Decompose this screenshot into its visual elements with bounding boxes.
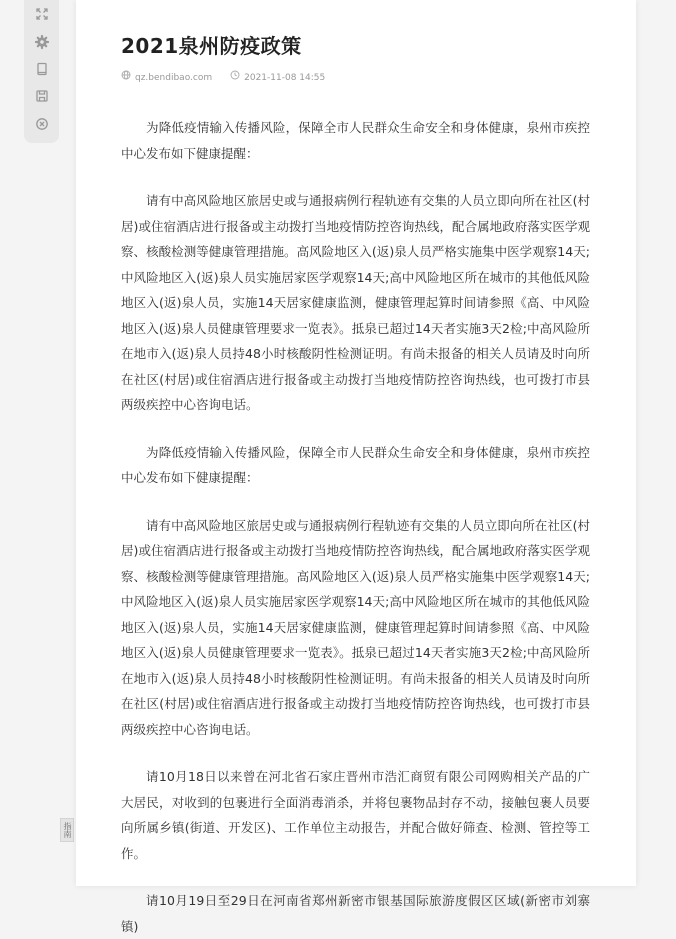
gear-icon bbox=[35, 34, 49, 53]
paragraph: 请有中高风险地区旅居史或与通报病例行程轨迹有交集的人员立即向所在社区(村居)或住宿酒店进行报备或主动拨打当地疫情防控咨询热线，配合属地政府落实医学观察、核酸检测等健康管理措施。高风险地区入(返)泉人员严格实施集中医学观察14天;中风险地区入(返)泉人员实施居家医学观察14天;高中风险地区所在城市的其他低风险地区入(返)泉人员，实施14天居家健康监测，健康管理起算时间请参照《高、中风险地区入(返)泉人员健康管理要求一览表》。抵泉已超过14天者实施3天2检;中高风险所在地市入(返)泉人员持48小时核酸阴性检测证明。有尚未报备的相关人员请及时向所在社区(村居)或住宿酒店进行报备或主动拨打当地疫情防控咨询热线，也可拨打市县两级疾控中心咨询电话。 bbox=[121, 517, 590, 737]
settings-button[interactable] bbox=[32, 33, 52, 52]
date-meta bbox=[230, 70, 325, 85]
paragraph: 请10月19日至29日在河南省郑州新密市银基国际旅游度假区区域(新密市刘寨镇) bbox=[121, 893, 590, 934]
expand-button[interactable] bbox=[32, 6, 52, 25]
article bbox=[76, 0, 636, 934]
paragraph: 为降低疫情输入传播风险，保障全市人民群众生命安全和身体健康，泉州市疾控中心发布如下健康提醒： bbox=[121, 444, 590, 485]
close-circle-icon bbox=[35, 116, 49, 135]
guide-tab-label: 指南 bbox=[63, 822, 72, 838]
page-title: 2021泉州防疫政策 bbox=[121, 34, 302, 58]
globe-icon bbox=[121, 70, 135, 85]
article-body bbox=[121, 115, 590, 939]
book-icon bbox=[35, 61, 49, 80]
paragraph: 为降低疫情输入传播风险，保障全市人民群众生命安全和身体健康，泉州市疾控中心发布如下健康提醒： bbox=[121, 120, 590, 161]
paragraph: 请10月18日以来曾在河北省石家庄晋州市浩汇商贸有限公司网购相关产品的广大居民，对收到的包裹进行全面消毒消杀，并将包裹物品封存不动，接触包裹人员要向所属乡镇(街道、开发区)、工作单位主动报告，并配合做好筛查、检测、管控等工作。 bbox=[121, 769, 590, 861]
close-button[interactable] bbox=[32, 116, 52, 135]
date-text: 2021-11-08 14:55 bbox=[244, 72, 326, 83]
source-meta bbox=[121, 70, 212, 85]
paragraph: 请有中高风险地区旅居史或与通报病例行程轨迹有交集的人员立即向所在社区(村居)或住宿酒店进行报备或主动拨打当地疫情防控咨询热线，配合属地政府落实医学观察、核酸检测等健康管理措施。高风险地区入(返)泉人员严格实施集中医学观察14天;中风险地区入(返)泉人员实施居家医学观察14天;高中风险地区所在城市的其他低风险地区入(返)泉人员，实施14天居家健康监测，健康管理起算时间请参照《高、中风险地区入(返)泉人员健康管理要求一览表》。抵泉已超过14天者实施3天2检;中高风险所在地市入(返)泉人员持48小时核酸阴性检测证明。有尚未报备的相关人员请及时向所在社区(村居)或住宿酒店进行报备或主动拨打当地疫情防控咨询热线，也可拨打市县两级疾控中心咨询电话。 bbox=[121, 193, 590, 412]
guide-tab[interactable] bbox=[60, 818, 74, 842]
expand-icon bbox=[35, 6, 49, 25]
reader-toolbar bbox=[24, 0, 59, 143]
source-text: qz.bendibao.com bbox=[135, 72, 213, 83]
article-meta bbox=[121, 70, 590, 85]
save-button[interactable] bbox=[32, 88, 52, 107]
bookmark-button[interactable] bbox=[32, 61, 52, 80]
save-icon bbox=[35, 88, 49, 107]
clock-icon bbox=[230, 70, 244, 85]
